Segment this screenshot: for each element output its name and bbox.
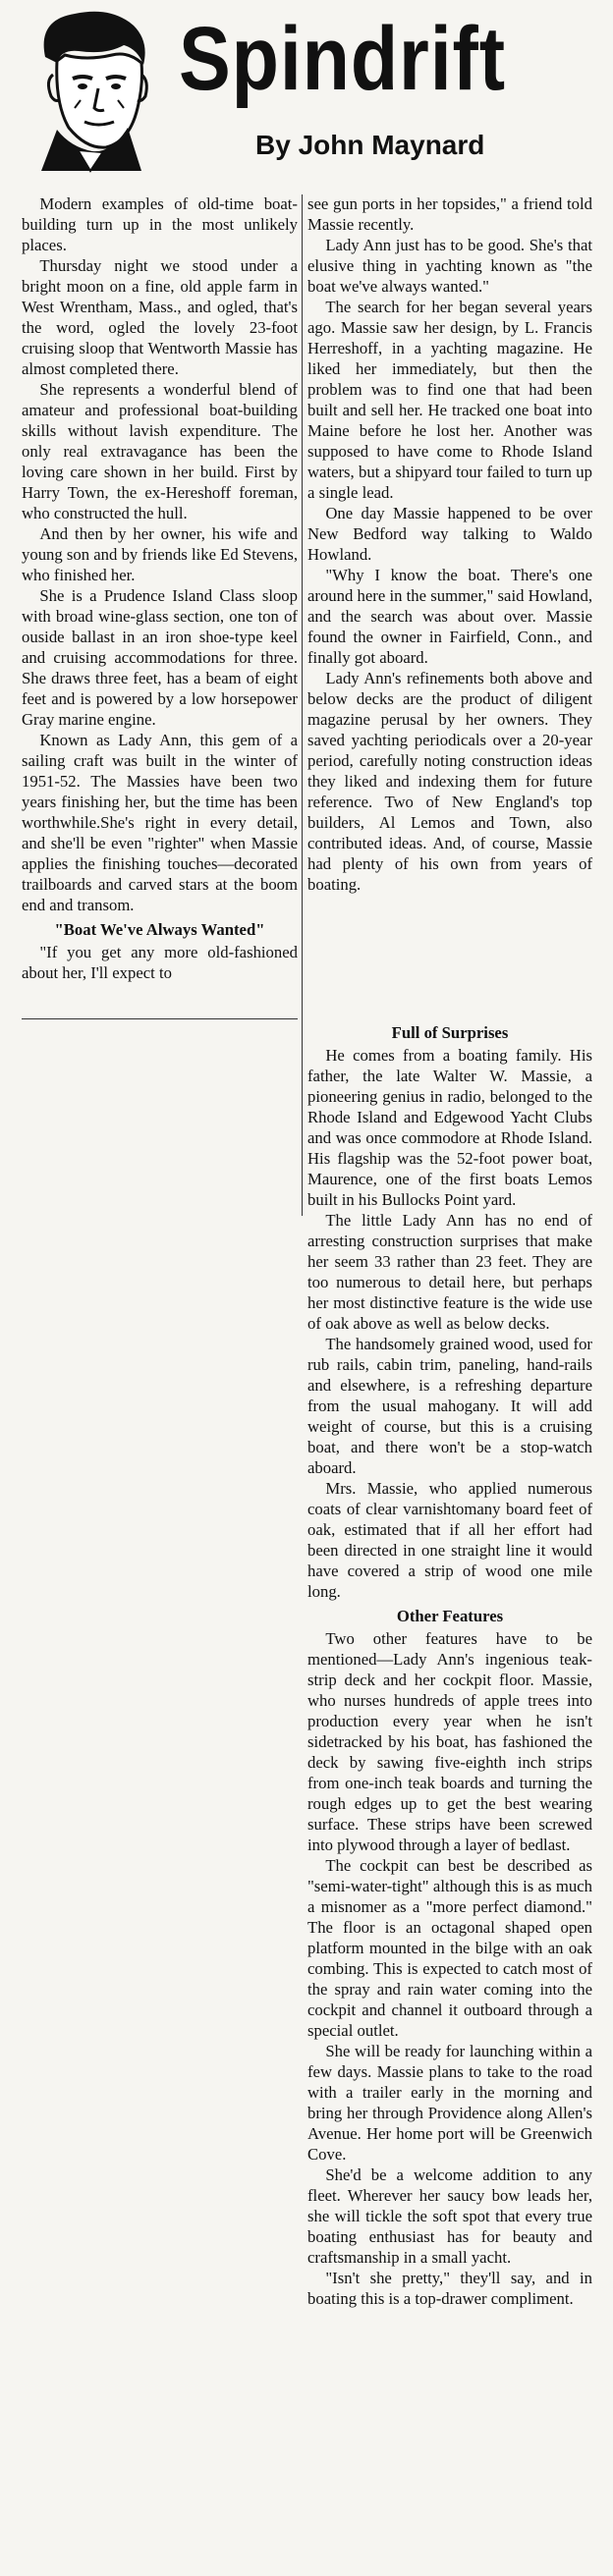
byline: By John Maynard (255, 130, 485, 160)
paragraph: Modern examples of old-time boat-building turn up in the most unlikely places. (22, 194, 298, 254)
paragraph: "Isn't she pretty," they'll say, and in boating this is a top-drawer compliment. (307, 2269, 592, 2308)
columnist-portrait-sketch (18, 6, 165, 173)
subheading: Full of Surprises (391, 1023, 509, 1042)
paragraph: The cockpit can best be described as "semi-water-tight" although this is as much a misnomer as a "more perfect diamond." The floor is an octagonal shaped open platform mounted in the bilge with an oak combing. This is expected to catch most of the spray and rain water coming into the cockpit and channel it outboard through a special outlet. (307, 1856, 592, 2040)
paragraph: She is a Prudence Island Class sloop with broad wine-glass section, one ton of ouside ballast in an iron shoe-type keel and cruising accommodations for three. She draws three feet, has a beam of eight feet and is powered by a low horsepower Gray marine engine. (22, 586, 298, 729)
paragraph: She will be ready for launching within a few days. Massie plans to take to the road with a trailer early in the morning and bring her through Providence along Allen's Avenue. Her home port will be Greenwich Cove. (307, 2042, 592, 2164)
paragraph: She'd be a welcome addition to any fleet. Wherever her saucy bow leads her, she will tickle the soft spot that every true boating enthusiast has for beauty and craftsmanship in a small yacht. (307, 2165, 592, 2267)
paragraph: Mrs. Massie, who applied numerous coats of clear varnishtomany board feet of oak, estimated that if all her effort had been directed in one straight line it would have covered a strip of wood one mile long. (307, 1479, 592, 1601)
paragraph: Known as Lady Ann, this gem of a sailing craft was built in the winter of 1951-52. The Massies have been two years finishing her, but the time has been worthwhile.She's right in every detail, and she'll be even "righter" when Massie applies the finishing touches—decorated trailboards and carved stars at the boom end and transom. (22, 731, 298, 914)
subheading: Other Features (396, 1607, 504, 1625)
paragraph: see gun ports in her topsides," a friend told Massie recently. (307, 194, 592, 234)
paragraph: The handsomely grained wood, used for rub rails, cabin trim, paneling, hand-rails and elsewhere, is a refreshing departure from the usual mahogany. It will add weight of course, but this is a cruising boat, and there won't be a stop-watch aboard. (307, 1335, 592, 1477)
paragraph: And then by her owner, his wife and young son and by friends like Ed Stevens, who finished her. (22, 524, 298, 584)
paragraph: The little Lady Ann has no end of arresting construction surprises that make her seem 33 rather than 23 feet. They are too numerous to detail here, but perhaps her most distinctive feature is the wide use of oak above as well as below decks. (307, 1211, 592, 1333)
paragraph: Lady Ann just has to be good. She's that elusive thing in yachting known as "the boat we've always wanted." (307, 236, 592, 296)
paragraph: "Why I know the boat. There's one around here in the summer," said Howland, and the search was about over. Massie found the owner in Fairfield, Conn., and finally got aboard. (307, 566, 592, 667)
paragraph: "If you get any more old-fashioned about her, I'll expect to (22, 943, 298, 982)
paragraph: One day Massie happened to be over New Bedford way talking to Waldo Howland. (307, 504, 592, 564)
masthead (0, 0, 613, 196)
paragraph: Thursday night we stood under a bright moon on a fine, old apple farm in West Wrentham, Mass., and ogled, that's the word, ogled the lovely 23-foot cruising sloop that Wentworth Massie has almost completed there. (22, 256, 298, 378)
article-column-3 (307, 1018, 592, 2309)
paragraph: She represents a wonderful blend of amateur and professional boat-building skills without lavish expenditure. The only real extravagance has been the loving care shown in her build. First by Harry Town, the ex-Hereshoff foreman, who constructed the hull. (22, 380, 298, 522)
article-column-1 (22, 193, 298, 983)
column-divider (302, 194, 303, 1216)
column-title: Spindrift (179, 9, 506, 109)
paragraph: Lady Ann's refinements both above and below decks are the product of diligent magazine perusal by her owners. They saved yachting periodicals over a 20-year period, carefully noting construction ideas they liked and indexing them for future reference. Two of New England's top builders, Al Lemos and Town, also contributed ideas. And, of course, Massie had plenty of his own from years of boating. (307, 669, 592, 894)
paragraph: The search for her began several years ago. Massie saw her design, by L. Francis Herreshoff, in a yachting magazine. He liked her immediately, but then the problem was to find one that had been built and sell her. He tracked one boat into Maine before he lost her. Another was supposed to have come to Rhode Island waters, but a shipyard tour failed to turn up a single lead. (307, 298, 592, 502)
article-column-2 (307, 193, 592, 895)
paragraph: He comes from a boating family. His father, the late Walter W. Massie, a pioneering genius in radio, belonged to the Rhode Island and Edgewood Yacht Clubs and was once commodore at Rhode Island. His flagship was the 52-foot power boat, Maurence, one of the first boats Lemos built in his Bullocks Point yard. (307, 1046, 592, 1209)
paragraph: Two other features have to be mentioned—Lady Ann's ingenious teak-strip deck and her cockpit floor. Massie, who nurses hundreds of apple trees into production every year when he isn't sidetracked by his boat, has fashioned the deck by sawing five-eighth inch strips from one-inch teak boards and turning the rough edges up to get the best wearing surface. These strips have been screwed into plywood through a layer of bedlast. (307, 1629, 592, 1854)
column-end-rule (22, 1018, 298, 1019)
subheading: "Boat We've Always Wanted" (54, 920, 265, 939)
